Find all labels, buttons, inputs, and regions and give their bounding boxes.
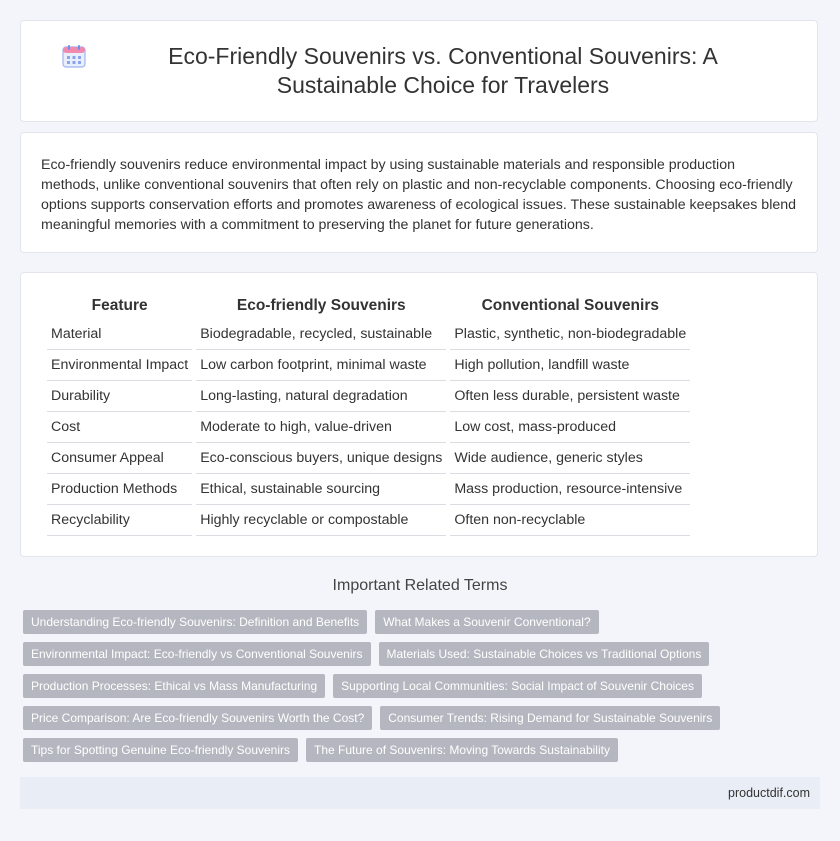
header-feature: Feature (91, 297, 148, 314)
related-term-tag[interactable]: Price Comparison: Are Eco-friendly Souvenirs Worth the Cost? (23, 706, 372, 730)
header-eco: Eco-friendly Souvenirs (236, 297, 406, 314)
related-terms-list (23, 610, 823, 770)
related-term-tag[interactable]: Supporting Local Communities: Social Impact of Souvenir Choices (333, 674, 702, 698)
table-row (47, 381, 690, 412)
related-term-tag[interactable]: Tips for Spotting Genuine Eco-friendly Souvenirs (23, 738, 298, 762)
table-cell: Often less durable, persistent waste (450, 381, 690, 412)
page-title: Eco-Friendly Souvenirs vs. Conventional Souvenirs: A Sustainable Choice for Travelers (168, 43, 718, 98)
tag-row (23, 738, 823, 762)
table-cell: High pollution, landfill waste (450, 350, 690, 381)
table-cell: Wide audience, generic styles (450, 443, 690, 474)
comparison-card (20, 272, 818, 557)
related-terms-title: Important Related Terms (332, 577, 508, 594)
table-cell: Mass production, resource-intensive (450, 474, 690, 505)
related-term-tag[interactable]: Consumer Trends: Rising Demand for Sustainable Souvenirs (380, 706, 720, 730)
related-term-tag[interactable]: What Makes a Souvenir Conventional? (375, 610, 598, 634)
table-cell: Eco-conscious buyers, unique designs (196, 443, 446, 474)
header-card (20, 20, 818, 122)
comparison-table (43, 295, 694, 536)
table-cell: Long-lasting, natural degradation (196, 381, 446, 412)
table-header-row (47, 295, 690, 319)
table-row (47, 505, 690, 536)
tag-row (23, 674, 823, 698)
tag-row (23, 610, 823, 634)
table-row (47, 350, 690, 381)
footer-site[interactable]: productdif.com (728, 786, 810, 800)
table-cell: Production Methods (47, 474, 192, 505)
related-term-tag[interactable]: Production Processes: Ethical vs Mass Manufacturing (23, 674, 325, 698)
table-cell: Low cost, mass-produced (450, 412, 690, 443)
related-term-tag[interactable]: Environmental Impact: Eco-friendly vs Conventional Souvenirs (23, 642, 371, 666)
table-cell: Consumer Appeal (47, 443, 192, 474)
intro-text: Eco-friendly souvenirs reduce environmental impact by using sustainable materials and responsible production methods, unlike conventional souvenirs that often rely on plastic and non-recyclable components. Choosing eco-friendly options supports conservation efforts and promotes awareness of ecological issues. These sustainable keepsakes blend meaningful memories with a commitment to preserving the planet for future generations. (41, 157, 797, 233)
table-cell: Plastic, synthetic, non-biodegradable (450, 319, 690, 350)
calendar-icon (61, 43, 87, 69)
table-cell: Highly recyclable or compostable (196, 505, 446, 536)
intro-card (20, 132, 818, 253)
related-term-tag[interactable]: Materials Used: Sustainable Choices vs Traditional Options (379, 642, 710, 666)
tag-row (23, 706, 823, 730)
footer (20, 777, 820, 809)
table-cell: Environmental Impact (47, 350, 192, 381)
header-conventional: Conventional Souvenirs (481, 297, 659, 314)
related-term-tag[interactable]: Understanding Eco-friendly Souvenirs: Definition and Benefits (23, 610, 367, 634)
table-cell: Recyclability (47, 505, 192, 536)
table-cell: Often non-recyclable (450, 505, 690, 536)
related-term-tag[interactable]: The Future of Souvenirs: Moving Towards Sustainability (306, 738, 618, 762)
table-cell: Cost (47, 412, 192, 443)
table-row (47, 474, 690, 505)
table-row (47, 319, 690, 350)
table-cell: Low carbon footprint, minimal waste (196, 350, 446, 381)
table-cell: Material (47, 319, 192, 350)
tag-row (23, 642, 823, 666)
table-cell: Moderate to high, value-driven (196, 412, 446, 443)
table-cell: Durability (47, 381, 192, 412)
table-cell: Biodegradable, recycled, sustainable (196, 319, 446, 350)
table-row (47, 412, 690, 443)
table-row (47, 443, 690, 474)
table-cell: Ethical, sustainable sourcing (196, 474, 446, 505)
